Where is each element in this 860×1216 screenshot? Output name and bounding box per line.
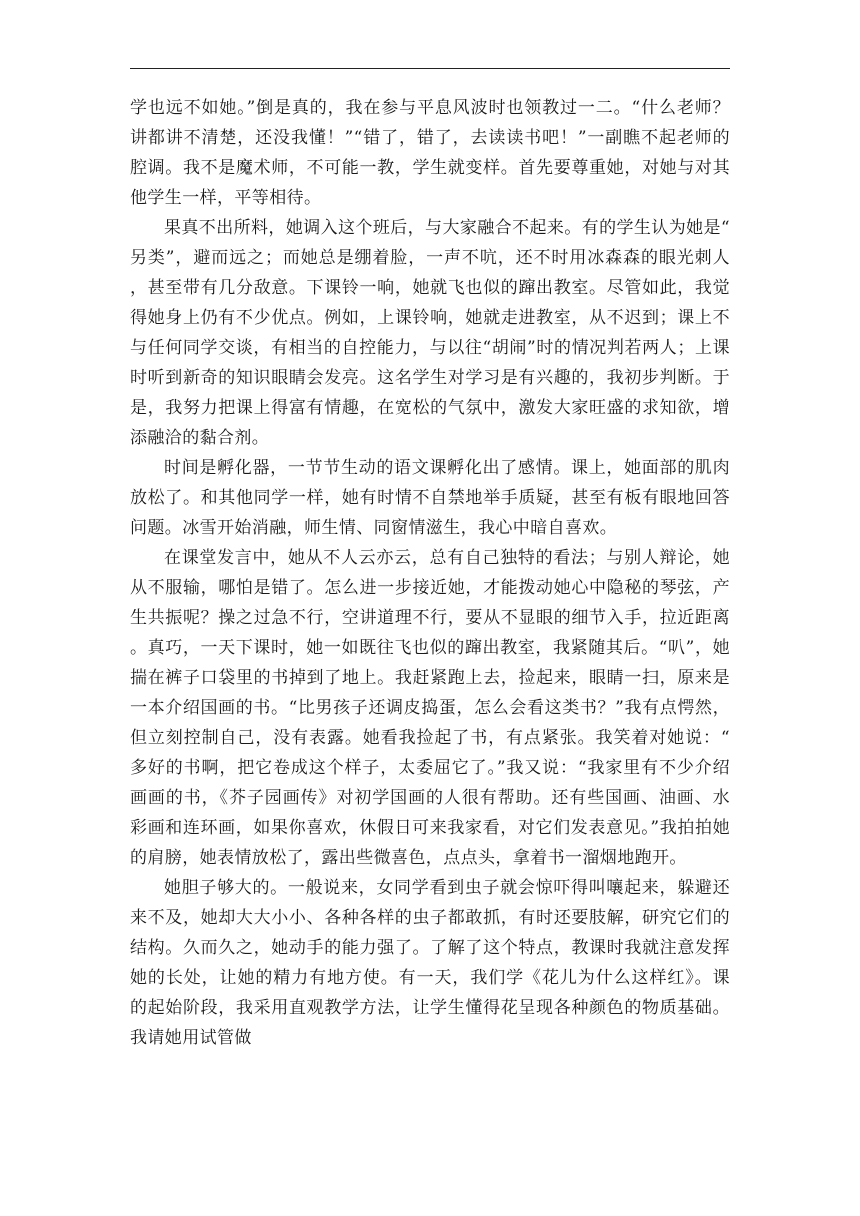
paragraph-2: 果真不出所料，她调入这个班后，与大家融合不起来。有的学生认为她是“另类”，避而远之；而她总是绷着脸，一声不吭，还不时用冰森森的眼光刺人，甚至带有几分敌意。下课铃一响，她就飞也似的蹿出教室。尽管如此，我觉得她身上仍有不少优点。例如，上课铃响，她就走进教室，从不迟到；课上不与任何同学交谈，有相当的自控能力，与以往“胡闹”时的情况判若两人；上课时听到新奇的知识眼睛会发亮。这名学生对学习是有兴趣的，我初步判断。于是，我努力把课上得富有情趣，在宽松的气氛中，激发大家旺盛的求知欲，增添融洽的黏合剂。: [130, 218, 730, 448]
paragraph-4: 在课堂发言中，她从不人云亦云，总有自己独特的看法；与别人辩论，她从不服输，哪怕是错了。怎么进一步接近她，才能拨动她心中隐秘的琴弦，产生共振呢？操之过急不行，空讲道理不行，要从不显眼的细节入手，拉近距离。真巧，一天下课时，她一如既往飞也似的蹿出教室，我紧随其后。“叭”，她揣在裤子口袋里的书掉到了地上。我赶紧跑上去，捡起来，眼睛一扫，原来是一本介绍国画的书。“比男孩子还调皮捣蛋，怎么会看这类书？”我有点愕然，但立刻控制自己，没有表露。她看我捡起了书，有点紧张。我笑着对她说：“多好的书啊，把它卷成这个样子，太委屈它了。”我又说：“我家里有不少介绍画画的书，《芥子园画传》对初学国画的人很有帮助。还有些国画、油画、水彩画和连环画，如果你喜欢，休假日可来我家看，对它们发表意见。”我拍拍她的肩膀，她表情放松了，露出些微喜色，点点头，拿着书一溜烟地跑开。: [130, 548, 730, 868]
header-rule: [130, 68, 730, 69]
paragraph-5: 她胆子够大的。一般说来，女同学看到虫子就会惊吓得叫嚷起来，躲避还来不及，她却大大小小、各种各样的虫子都敢抓，有时还要肢解，研究它们的结构。久而久之，她动手的能力强了。了解了这个特点，教课时我就注意发挥她的长处，让她的精力有地方使。有一天，我们学《花儿为什么这样红》。课的起始阶段，我采用直观教学方法，让学生懂得花呈现各种颜色的物质基础。我请她用试管做: [130, 878, 730, 1048]
paragraph-3: 时间是孵化器，一节节生动的语文课孵化出了感情。课上，她面部的肌肉放松了。和其他同学一样，她有时情不自禁地举手质疑，甚至有板有眼地回答问题。冰雪开始消融，师生情、同窗情滋生，我心中暗自喜欢。: [130, 458, 730, 538]
paragraph-1: 学也远不如她。”倒是真的，我在参与平息风波时也领教过一二。“什么老师？讲都讲不清楚，还没我懂！”“错了，错了，去读读书吧！”一副瞧不起老师的腔调。我不是魔术师，不可能一教，学生就变样。首先要尊重她，对她与对其他学生一样，平等相待。: [130, 98, 730, 208]
document-body: [130, 93, 730, 1053]
